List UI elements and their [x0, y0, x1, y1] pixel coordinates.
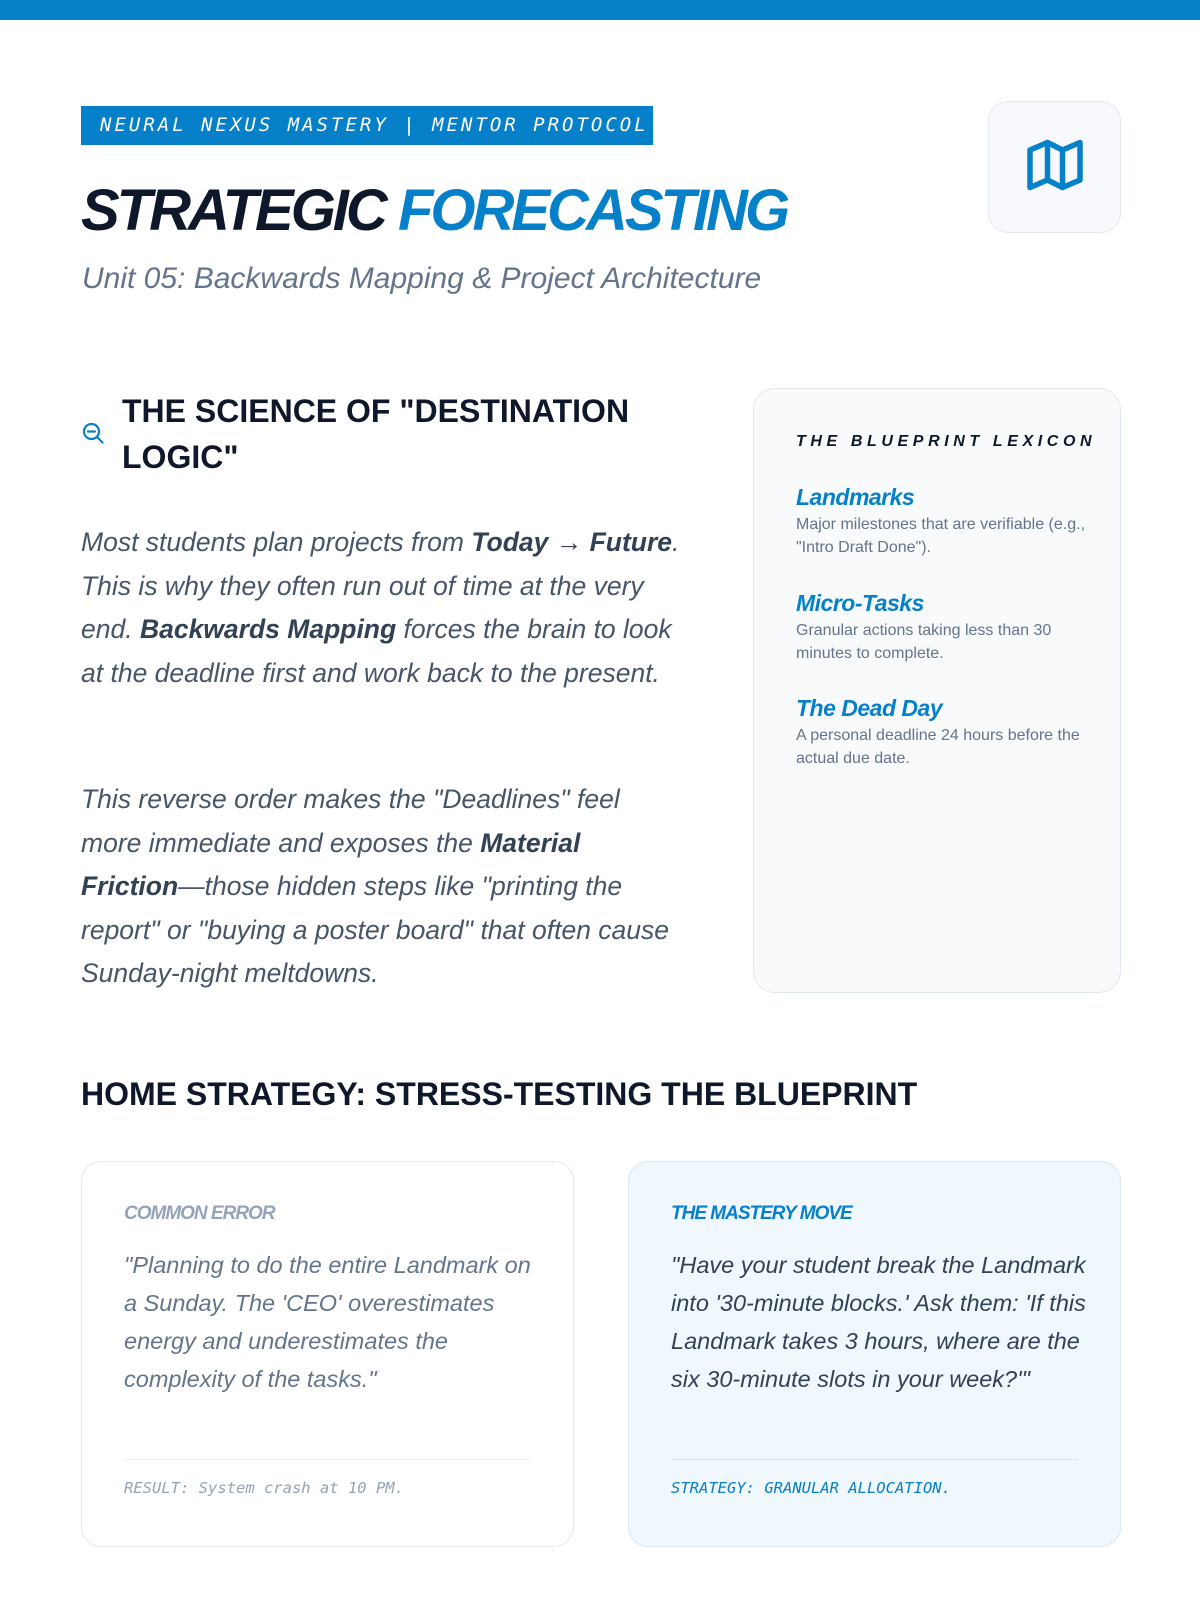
lexicon-term: Micro-Tasks — [796, 590, 924, 616]
lexicon-item — [796, 482, 1086, 559]
body-text-segment: forces the brain to look at the deadline first and work back to the present. — [81, 614, 672, 688]
title-word-forecasting: FORECASTING — [397, 178, 788, 243]
lexicon-heading: THE BLUEPRINT LEXICON — [796, 433, 1097, 450]
card-label: COMMON ERROR — [124, 1203, 275, 1224]
card-label: THE MASTERY MOVE — [671, 1203, 852, 1224]
section-title-home-strategy: HOME STRATEGY: STRESS-TESTING THE BLUEPRINT — [81, 1076, 918, 1112]
divider — [124, 1459, 531, 1460]
section-title-destination-logic: THE SCIENCE OF "DESTINATION LOGIC" — [122, 393, 630, 475]
lexicon-term: The Dead Day — [796, 695, 943, 721]
emphasis-text: Material Friction — [81, 827, 581, 901]
card-strategy: STRATEGY: GRANULAR ALLOCATION. — [671, 1479, 951, 1497]
divider — [671, 1459, 1078, 1460]
emphasis-text: Today → Future — [471, 527, 673, 557]
page-subtitle: Unit 05: Backwards Mapping & Project Architecture — [82, 262, 762, 295]
top-accent-bar — [0, 0, 1200, 20]
card-quote: "Planning to do the entire Landmark on a Sunday. The 'CEO' overestimates energy and underestimates the complexity of the tasks." — [124, 1252, 531, 1392]
map-icon — [1025, 135, 1085, 200]
lexicon-definition: Granular actions taking less than 30 minutes to complete. — [796, 622, 1052, 662]
map-icon-box — [988, 101, 1121, 233]
protocol-tag: NEURAL NEXUS MASTERY | MENTOR PROTOCOL — [81, 106, 653, 145]
body-text-segment: Most students plan projects from — [81, 527, 472, 557]
lexicon-definition: A personal deadline 24 hours before the actual due date. — [796, 727, 1080, 767]
title-word-strategic: STRATEGIC — [81, 178, 385, 243]
page-title — [81, 176, 787, 246]
emphasis-text: Backwards Mapping — [139, 614, 397, 644]
lexicon-item — [796, 693, 1086, 770]
body-text-segment: . This is why they often run out of time at the very end. — [81, 527, 680, 644]
card-result: RESULT: System crash at 10 PM. — [124, 1479, 404, 1497]
lexicon-term: Landmarks — [796, 484, 915, 510]
lexicon-definition: Major milestones that are verifiable (e.g., "Intro Draft Done"). — [796, 516, 1086, 556]
blueprint-lexicon-panel — [753, 388, 1121, 993]
common-error-card — [81, 1161, 574, 1547]
body-text-segment: —those hidden steps like "printing the report" or "buying a poster board" that often cause Sunday-night meltdowns. — [81, 871, 670, 988]
card-quote: "Have your student break the Landmark into '30-minute blocks.' Ask them: 'If this Landmark takes 3 hours, where are the six 30-minute slots in your week?'" — [671, 1252, 1086, 1392]
science-paragraph-2 — [81, 778, 681, 996]
lexicon-item — [796, 588, 1086, 665]
body-text-segment: This reverse order makes the "Deadlines" feel more immediate and exposes the — [81, 784, 620, 858]
mastery-move-card — [628, 1161, 1121, 1547]
zoom-out-icon — [81, 421, 105, 450]
science-paragraph-1 — [81, 521, 681, 695]
